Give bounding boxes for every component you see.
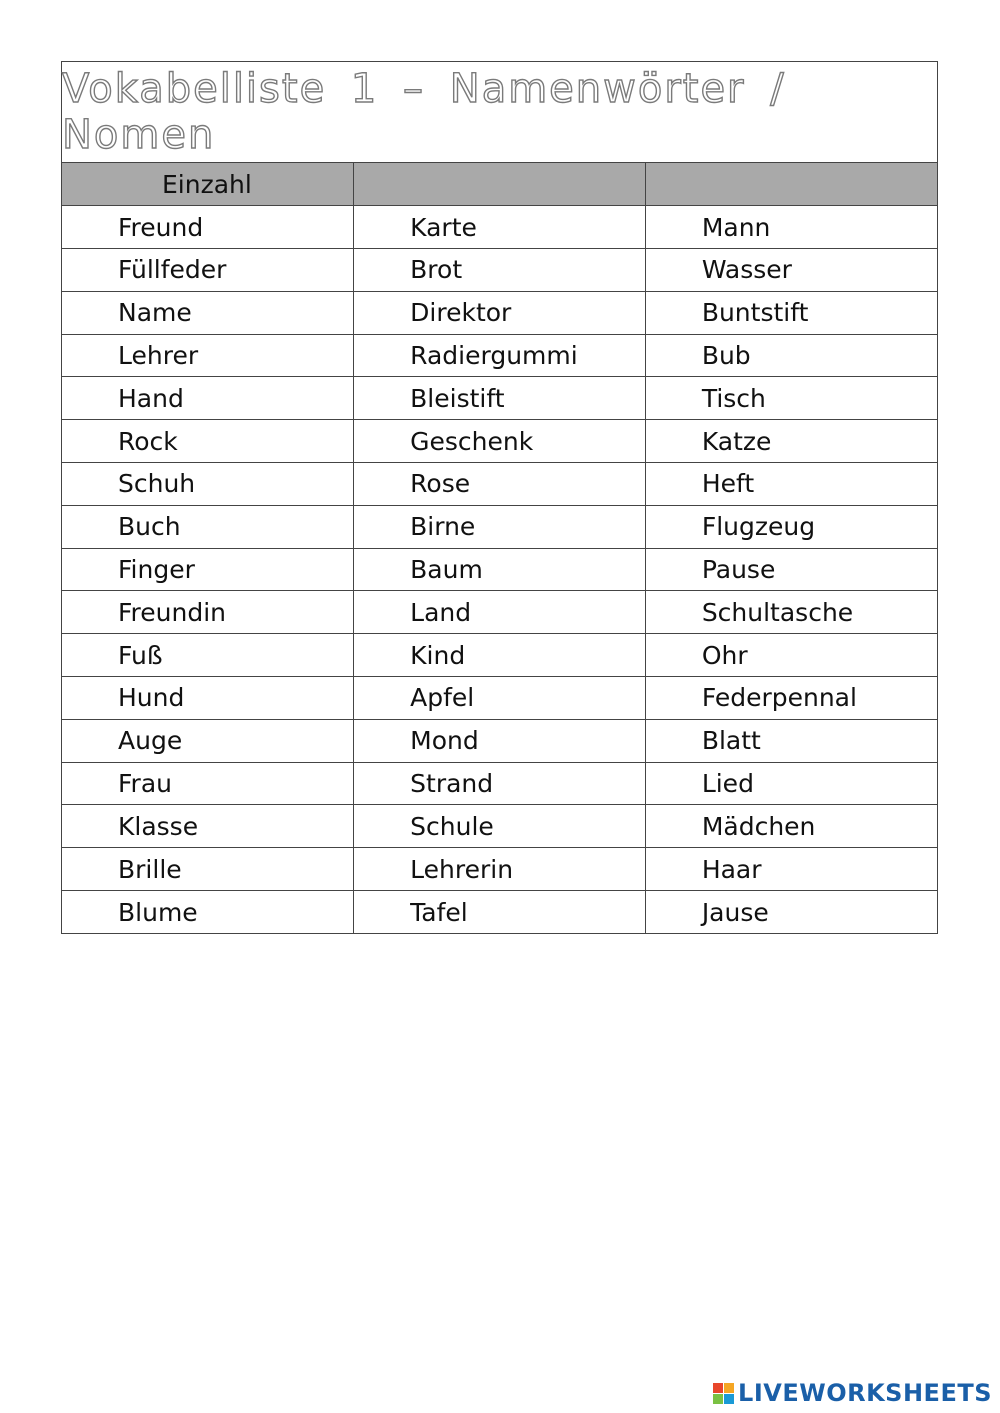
column-header bbox=[354, 163, 646, 206]
table-cell: Baum bbox=[354, 548, 646, 591]
table-row bbox=[62, 591, 937, 634]
table-cell: Mond bbox=[354, 719, 646, 762]
table-cell: Klasse bbox=[62, 805, 354, 848]
table-cell: Schultasche bbox=[645, 591, 937, 634]
table-cell: Haar bbox=[645, 848, 937, 891]
table-cell: Kind bbox=[354, 634, 646, 677]
table-row bbox=[62, 719, 937, 762]
table-cell: Heft bbox=[645, 463, 937, 506]
table-row bbox=[62, 420, 937, 463]
table-cell: Strand bbox=[354, 762, 646, 805]
table-cell: Füllfeder bbox=[62, 249, 354, 292]
table-cell: Freundin bbox=[62, 591, 354, 634]
table-row bbox=[62, 291, 937, 334]
logo-icon bbox=[713, 1383, 734, 1404]
table-cell: Katze bbox=[645, 420, 937, 463]
table-cell: Finger bbox=[62, 548, 354, 591]
table-row bbox=[62, 891, 937, 934]
table-cell: Lehrerin bbox=[354, 848, 646, 891]
table-cell: Tisch bbox=[645, 377, 937, 420]
table-row bbox=[62, 634, 937, 677]
liveworksheets-logo bbox=[713, 1379, 992, 1407]
table-cell: Blatt bbox=[645, 719, 937, 762]
table-cell: Bleistift bbox=[354, 377, 646, 420]
table-cell: Mädchen bbox=[645, 805, 937, 848]
column-header: Einzahl bbox=[62, 163, 354, 206]
table-cell: Hund bbox=[62, 677, 354, 720]
table-row bbox=[62, 463, 937, 506]
table-row bbox=[62, 334, 937, 377]
table-cell: Fuß bbox=[62, 634, 354, 677]
table-cell: Hand bbox=[62, 377, 354, 420]
table-header-row bbox=[62, 163, 937, 206]
table-cell: Jause bbox=[645, 891, 937, 934]
table-cell: Frau bbox=[62, 762, 354, 805]
table-row bbox=[62, 848, 937, 891]
table-row bbox=[62, 377, 937, 420]
table-cell: Mann bbox=[645, 206, 937, 249]
table-cell: Buch bbox=[62, 505, 354, 548]
table-cell: Land bbox=[354, 591, 646, 634]
vocabulary-table bbox=[62, 163, 937, 933]
table-cell: Brot bbox=[354, 249, 646, 292]
table-cell: Pause bbox=[645, 548, 937, 591]
table-row bbox=[62, 805, 937, 848]
table-cell: Freund bbox=[62, 206, 354, 249]
table-cell: Flugzeug bbox=[645, 505, 937, 548]
table-row bbox=[62, 505, 937, 548]
table-cell: Auge bbox=[62, 719, 354, 762]
table-cell: Karte bbox=[354, 206, 646, 249]
table-cell: Name bbox=[62, 291, 354, 334]
table-cell: Schule bbox=[354, 805, 646, 848]
table-row bbox=[62, 677, 937, 720]
column-header bbox=[645, 163, 937, 206]
table-cell: Wasser bbox=[645, 249, 937, 292]
table-cell: Bub bbox=[645, 334, 937, 377]
vocabulary-sheet bbox=[61, 61, 938, 934]
table-cell: Geschenk bbox=[354, 420, 646, 463]
table-cell: Federpennal bbox=[645, 677, 937, 720]
table-cell: Radiergummi bbox=[354, 334, 646, 377]
table-cell: Schuh bbox=[62, 463, 354, 506]
table-row bbox=[62, 206, 937, 249]
page-title: Vokabelliste 1 – Namenwörter / Nomen bbox=[62, 66, 786, 158]
table-row bbox=[62, 762, 937, 805]
title-box bbox=[62, 62, 937, 163]
table-cell: Birne bbox=[354, 505, 646, 548]
table-cell: Rose bbox=[354, 463, 646, 506]
table-row bbox=[62, 548, 937, 591]
table-cell: Tafel bbox=[354, 891, 646, 934]
table-cell: Rock bbox=[62, 420, 354, 463]
table-cell: Lied bbox=[645, 762, 937, 805]
table-cell: Buntstift bbox=[645, 291, 937, 334]
table-row bbox=[62, 249, 937, 292]
logo-text: LIVEWORKSHEETS bbox=[738, 1379, 992, 1407]
table-cell: Direktor bbox=[354, 291, 646, 334]
table-cell: Lehrer bbox=[62, 334, 354, 377]
table-cell: Ohr bbox=[645, 634, 937, 677]
table-cell: Brille bbox=[62, 848, 354, 891]
table-cell: Apfel bbox=[354, 677, 646, 720]
table-cell: Blume bbox=[62, 891, 354, 934]
